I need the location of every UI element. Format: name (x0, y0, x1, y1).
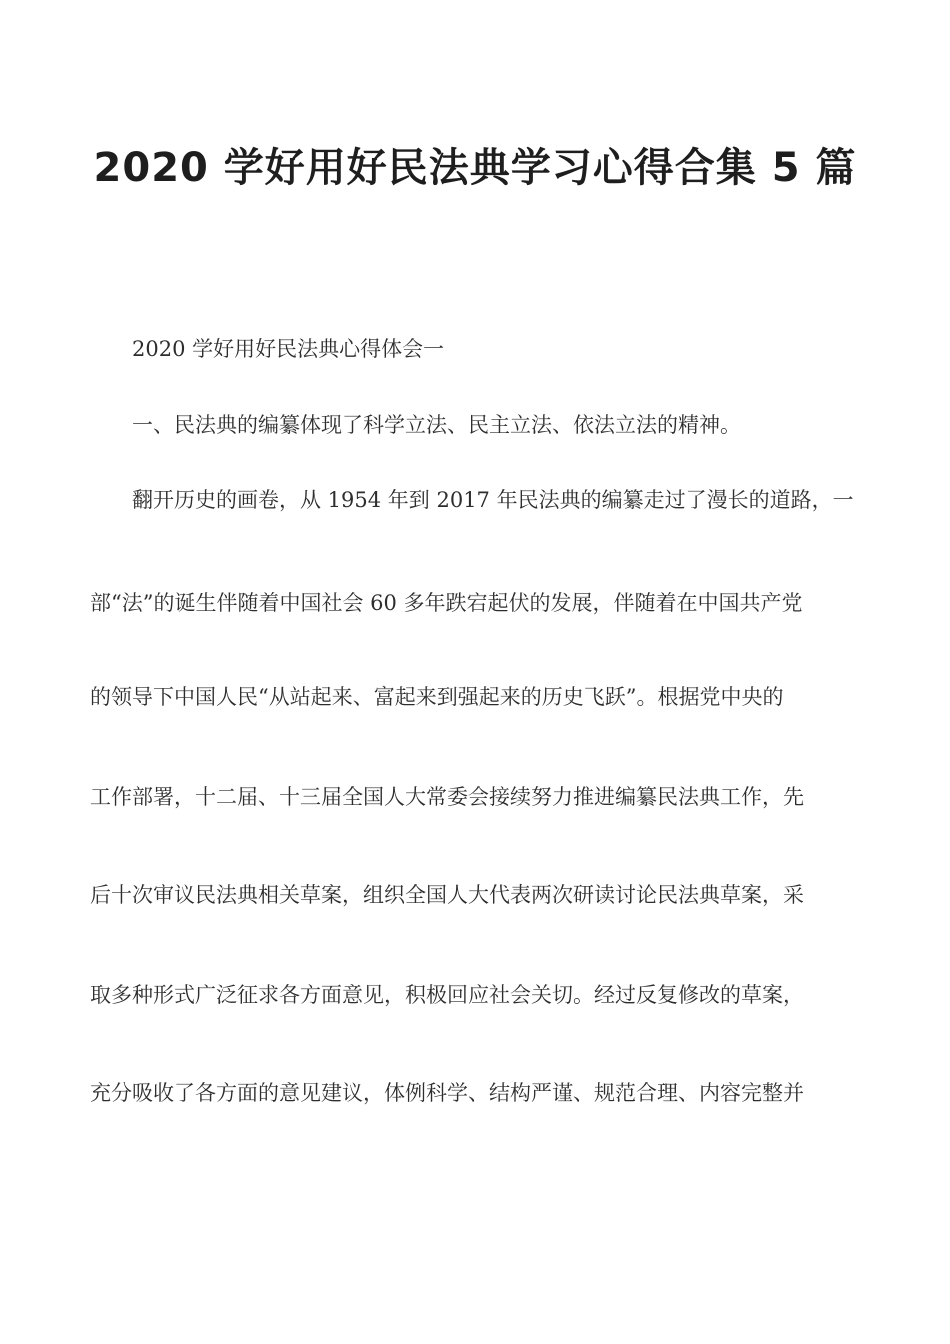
body-line-2: 部“法”的诞生伴随着中国社会 60 多年跌宕起伏的发展，伴随着在中国共产党 (90, 591, 803, 615)
body-line-4: 工作部署，十二届、十三届全国人大常委会接续努力推进编纂民法典工作，先 (90, 785, 804, 809)
body-line-5: 后十次审议民法典相关草案，组织全国人大代表两次研读讨论民法典草案，采 (90, 883, 804, 907)
point-one: 一、民法典的编纂体现了科学立法、民主立法、依法立法的精神。 (132, 413, 741, 437)
document-title: 2020 学好用好民法典学习心得合集 5 篇 (93, 145, 857, 191)
body-line-6: 取多种形式广泛征求各方面意见，积极回应社会关切。经过反复修改的草案， (90, 983, 804, 1007)
body-line-7: 充分吸收了各方面的意见建议，体例科学、结构严谨、规范合理、内容完整并 (90, 1081, 804, 1105)
body-line-3: 的领导下中国人民“从站起来、富起来到强起来的历史飞跃”。根据党中央的 (90, 685, 784, 709)
section-heading: 2020 学好用好民法典心得体会一 (132, 337, 445, 361)
body-line-1: 翻开历史的画卷，从 1954 年到 2017 年民法典的编纂走过了漫长的道路，一 (132, 488, 854, 512)
